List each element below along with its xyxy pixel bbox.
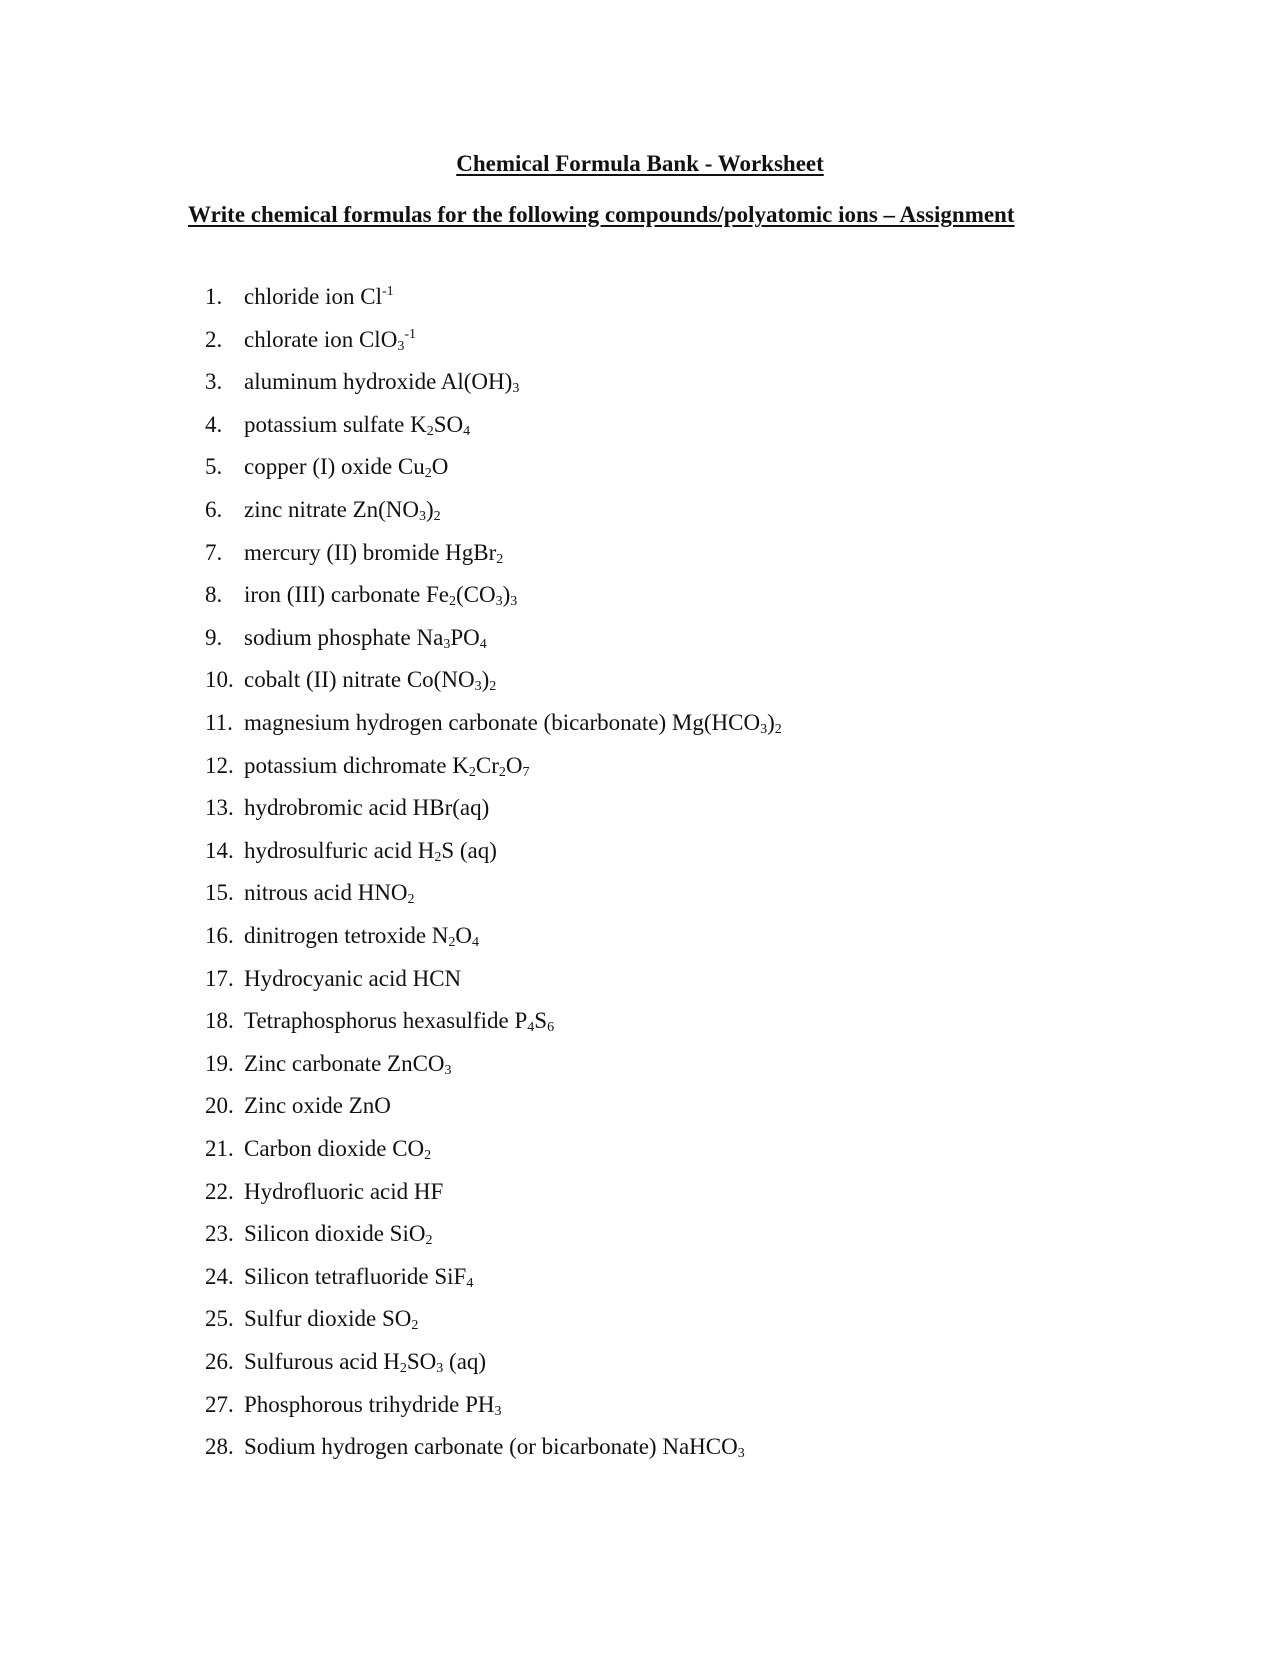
item-text bbox=[244, 1345, 486, 1379]
item-number: 22. bbox=[205, 1178, 234, 1204]
item-text bbox=[244, 493, 441, 527]
item-text bbox=[244, 1302, 418, 1336]
chemical-formula: NaHCO$_3$ bbox=[662, 1434, 745, 1462]
item-text bbox=[244, 1004, 554, 1038]
chemical-formula: SiF$_4$ bbox=[434, 1263, 474, 1291]
item-text bbox=[244, 1047, 452, 1081]
item-text bbox=[244, 663, 496, 697]
chemical-formula: $Cu_2O$ bbox=[397, 454, 449, 482]
chemical-formula: ZnO bbox=[348, 1093, 391, 1119]
compound-name: Zinc oxide bbox=[244, 1093, 349, 1119]
chemical-formula: $CO_2$ bbox=[392, 1136, 432, 1163]
item-text bbox=[244, 791, 489, 825]
item-number: 3. bbox=[205, 369, 223, 395]
instruction-heading: Write chemical formulas for the following compounds/polyatomic ions – Assignment bbox=[188, 202, 1015, 227]
item-number: 16. bbox=[205, 923, 234, 948]
chemical-formula: HBr(aq) bbox=[412, 795, 490, 821]
compound-name: potassium sulfate bbox=[244, 411, 411, 437]
chemical-formula: $Fe_2(CO_3)_3$ bbox=[425, 582, 518, 610]
item-number: 6. bbox=[205, 497, 223, 522]
item-number: 11. bbox=[205, 710, 233, 735]
chemical-formula: $SO_2$ bbox=[382, 1306, 419, 1334]
chemical-formula: $K_2SO_4$ bbox=[410, 411, 471, 439]
document-title: Chemical Formula Bank - Worksheet bbox=[456, 151, 824, 176]
item-number: 14. bbox=[205, 837, 234, 863]
compound-name: Phosphorous trihydride bbox=[244, 1391, 466, 1417]
compound-name: potassium dichromate bbox=[244, 752, 453, 778]
chemical-formula: $K_2Cr_2O_7$ bbox=[452, 752, 530, 780]
item-number: 5. bbox=[205, 454, 223, 480]
item-text bbox=[244, 408, 470, 442]
compound-name: hydrobromic acid bbox=[244, 795, 413, 821]
compound-name: Zinc carbonate bbox=[244, 1050, 388, 1076]
chemical-formula: $Cl^{-1}$ bbox=[360, 284, 394, 309]
item-text bbox=[244, 1089, 391, 1123]
item-text bbox=[244, 1388, 501, 1422]
item-number: 15. bbox=[205, 880, 234, 906]
compound-name: cobalt (II) nitrate bbox=[244, 667, 407, 693]
compound-name: magnesium hydrogen carbonate (bicarbonate) bbox=[244, 710, 672, 735]
item-text bbox=[244, 1430, 745, 1464]
item-number: 25. bbox=[205, 1306, 234, 1332]
item-text bbox=[244, 919, 479, 953]
chemical-formula: $Na_3PO_4$ bbox=[416, 624, 487, 652]
chemical-formula: $H_2SO_3$ (aq) bbox=[383, 1349, 487, 1376]
chemical-formula: $Zn(NO_3)_2$ bbox=[352, 497, 441, 524]
item-text bbox=[244, 962, 461, 996]
item-number: 19. bbox=[205, 1050, 234, 1076]
compound-name: hydrosulfuric acid bbox=[244, 837, 418, 863]
item-text bbox=[244, 1217, 432, 1251]
chemical-formula: ClO$_3^{-1}$ bbox=[358, 326, 416, 354]
item-number: 24. bbox=[205, 1263, 234, 1289]
compound-name: chloride ion bbox=[244, 284, 361, 309]
chemical-formula: ZnCO$_3$ bbox=[387, 1050, 452, 1078]
compound-name: Hydrocyanic acid bbox=[244, 965, 413, 991]
compound-name: aluminum hydroxide bbox=[244, 369, 441, 395]
item-number: 20. bbox=[205, 1093, 234, 1119]
item-text bbox=[244, 1260, 473, 1294]
chemical-formula: $N_2O_4$ bbox=[431, 923, 480, 950]
compound-name: Sulfur dioxide bbox=[244, 1306, 382, 1332]
item-text bbox=[244, 280, 394, 314]
compound-name: copper (I) oxide bbox=[244, 454, 398, 480]
item-text bbox=[244, 876, 415, 910]
chemical-formula: $PH_3$ bbox=[465, 1391, 502, 1419]
item-text bbox=[244, 621, 487, 655]
compound-name: Hydrofluoric acid bbox=[244, 1178, 414, 1204]
compound-name: Silicon tetrafluoride bbox=[244, 1263, 435, 1289]
item-text bbox=[244, 365, 519, 399]
item-text bbox=[244, 749, 530, 783]
item-number: 18. bbox=[205, 1008, 234, 1034]
item-number: 17. bbox=[205, 965, 234, 991]
compound-name: Tetraphosphorus hexasulfide bbox=[244, 1008, 515, 1034]
compound-name: Silicon dioxide bbox=[244, 1221, 390, 1247]
compound-name: chlorate ion bbox=[244, 326, 359, 352]
chemical-formula: $Al(OH)_3$ bbox=[440, 369, 520, 397]
compound-name: nitrous acid bbox=[244, 880, 358, 906]
item-number: 28. bbox=[205, 1434, 234, 1460]
item-text bbox=[244, 706, 782, 740]
item-number: 7. bbox=[205, 539, 223, 565]
item-number: 12. bbox=[205, 752, 234, 778]
item-number: 26. bbox=[205, 1349, 234, 1374]
compound-name: iron (III) carbonate bbox=[244, 582, 426, 608]
chemical-formula: $P_4S_6$ bbox=[514, 1008, 555, 1036]
chemical-formula: $H_2S$ (aq) bbox=[417, 837, 497, 865]
item-number: 27. bbox=[205, 1391, 234, 1417]
compound-name: zinc nitrate bbox=[244, 497, 353, 522]
compound-name: Sodium hydrogen carbonate (or bicarbonate) bbox=[244, 1434, 663, 1460]
compound-name: mercury (II) bromide bbox=[244, 539, 446, 565]
compound-name: Carbon dioxide bbox=[244, 1136, 393, 1161]
chemical-formula: SiO$_2$ bbox=[389, 1221, 433, 1249]
item-number: 23. bbox=[205, 1221, 234, 1247]
item-number: 8. bbox=[205, 582, 223, 608]
item-number: 21. bbox=[205, 1136, 234, 1161]
item-number: 13. bbox=[205, 795, 234, 821]
item-text bbox=[244, 578, 517, 612]
chemical-formula: $Mg(HCO_3)_2$ bbox=[671, 710, 782, 737]
item-text bbox=[244, 834, 497, 868]
item-number: 10. bbox=[205, 667, 234, 693]
compound-name: dinitrogen tetroxide bbox=[244, 923, 432, 948]
item-number: 1. bbox=[205, 284, 223, 309]
chemical-formula: HCN bbox=[412, 965, 462, 991]
item-text bbox=[244, 536, 503, 570]
chemical-formula: HF bbox=[413, 1178, 444, 1204]
chemical-formula: $Co(NO_3)_2$ bbox=[406, 667, 497, 695]
item-number: 9. bbox=[205, 624, 223, 650]
item-number: 4. bbox=[205, 411, 223, 437]
item-text bbox=[244, 1175, 443, 1209]
item-text bbox=[244, 450, 448, 484]
compound-name: Sulfurous acid bbox=[244, 1349, 384, 1374]
compound-name: sodium phosphate bbox=[244, 624, 417, 650]
item-text bbox=[244, 323, 416, 357]
chemical-formula: HgBr$_2$ bbox=[445, 539, 504, 567]
chemical-formula: $HNO_2$ bbox=[357, 880, 415, 908]
item-text bbox=[244, 1132, 431, 1166]
item-number: 2. bbox=[205, 326, 223, 352]
